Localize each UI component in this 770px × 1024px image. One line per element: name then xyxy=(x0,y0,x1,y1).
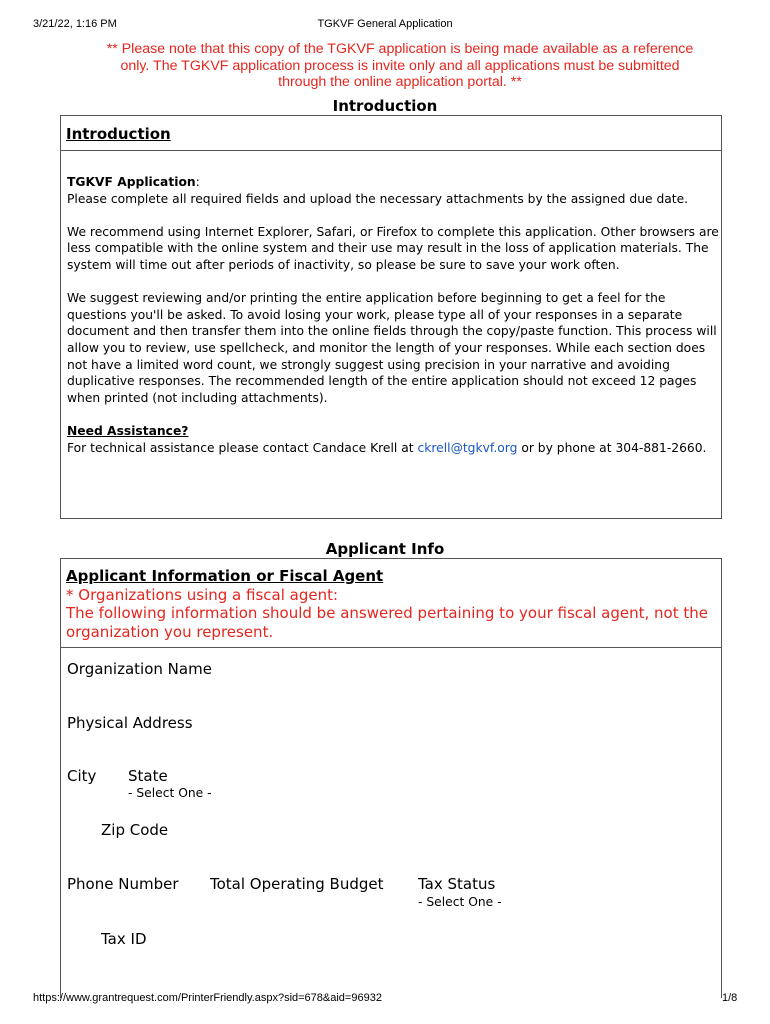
fiscal-agent-note: * Organizations using a fiscal agent: xyxy=(66,585,339,604)
organization-name-label: Organization Name xyxy=(67,660,212,678)
application-label: TGKVF Application xyxy=(67,175,196,189)
state-select[interactable]: - Select One - xyxy=(128,786,212,800)
page-number: 1/8 xyxy=(722,992,738,1004)
applicant-box-header xyxy=(66,567,716,641)
introduction-box-header xyxy=(66,125,171,143)
print-doc-title: TGKVF General Application xyxy=(317,18,453,30)
instructions-line: Please complete all required fields and upload the necessary attachments by the assigned due date. xyxy=(67,191,689,206)
application-label-colon: : xyxy=(195,175,200,189)
state-label: State xyxy=(128,767,168,785)
introduction-box-title: Introduction xyxy=(66,125,171,143)
divider xyxy=(60,150,722,151)
total-operating-budget-label: Total Operating Budget xyxy=(210,875,384,893)
tax-id-label: Tax ID xyxy=(101,930,147,948)
contact-email-link[interactable]: ckrell@tgkvf.org xyxy=(417,440,518,455)
applicant-box-title: Applicant Information or Fiscal Agent xyxy=(66,567,384,585)
review-suggestion: We suggest reviewing and/or printing the entire application before beginning to get a feel for the questions you'll be asked. To avoid losing your work, please type all of your responses in a separate document and then transfer them into the online fields through the copy/paste function. This process will allow you to review, use spellcheck, and monitor the length of your responses. While each section does not have a limited word count, we strongly suggest using precision in your narrative and avoiding duplicative responses. The recommended length of the entire application should not exceed 12 pages when printed (not including attachments). xyxy=(67,291,717,405)
zip-code-label: Zip Code xyxy=(101,821,169,839)
fiscal-agent-detail: The following information should be answered pertaining to your fiscal agent, not the organization you represent. xyxy=(66,604,708,641)
need-assistance-heading: Need Assistance? xyxy=(67,423,189,438)
city-label: City xyxy=(67,767,97,785)
physical-address-label: Physical Address xyxy=(67,714,193,732)
tax-status-label: Tax Status xyxy=(418,875,496,893)
reference-notice: ** Please note that this copy of the TGKVF application is being made available as a reference only. The TGKVF application process is invite only and all applications must be submitted through the online application portal. ** xyxy=(106,41,694,90)
print-datetime: 3/21/22, 1:16 PM xyxy=(33,18,117,30)
introduction-section-title: Introduction xyxy=(332,97,438,115)
tax-status-select[interactable]: - Select One - xyxy=(418,895,502,909)
introduction-body xyxy=(67,174,722,473)
phone-number-label: Phone Number xyxy=(67,875,179,893)
browser-recommendation: We recommend using Internet Explorer, Safari, or Firefox to complete this application. Other browsers are less compatible with the online system and their use may result in the loss of application materials. The system will time out after periods of inactivity, so please be sure to save your work often. xyxy=(67,224,719,272)
assistance-text-pre: For technical assistance please contact Candace Krell at xyxy=(67,440,418,455)
print-url: https://www.grantrequest.com/PrinterFriendly.aspx?sid=678&aid=96932 xyxy=(33,992,382,1004)
applicant-section-title: Applicant Info xyxy=(325,540,445,558)
assistance-text-post: or by phone at 304-881-2660. xyxy=(517,440,707,455)
divider xyxy=(60,647,722,648)
